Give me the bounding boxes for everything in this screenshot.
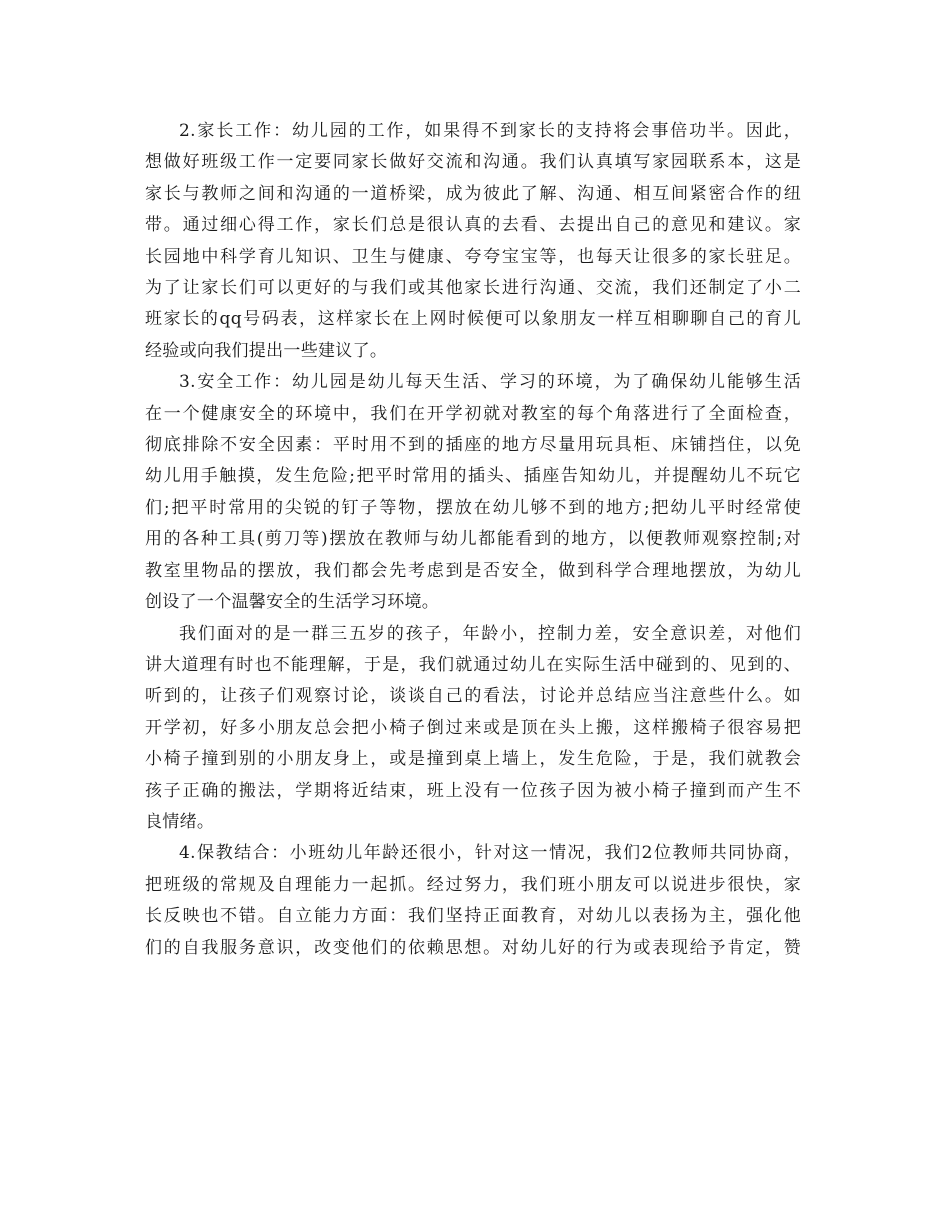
- text-line: 在一个健康安全的环境中，我们在开学初就对教室的每个角落进行了全面检查，: [145, 403, 801, 424]
- text-line: 带。通过细心得工作，家长们总是很认真的去看、去提出自己的意见和建议。家: [145, 215, 801, 236]
- paragraph-care-education: [145, 838, 801, 964]
- text-line: 孩子正确的搬法，学期将近结束，班上没有一位孩子因为被小椅子撞到而产生不: [145, 780, 801, 801]
- text-line: 用的各种工具(剪刀等)摆放在教师与幼儿都能看到的地方，以便教师观察控制;对: [145, 529, 801, 550]
- text-line: 良情绪。: [145, 811, 215, 832]
- text-line: 3.安全工作：幼儿园是幼儿每天生活、学习的环境，为了确保幼儿能够生活: [179, 372, 801, 393]
- document-body: [145, 116, 801, 964]
- paragraph-safety-work: [145, 367, 801, 618]
- text-line: 把班级的常规及自理能力一起抓。经过努力，我们班小朋友可以说进步很快，家: [145, 874, 801, 895]
- text-line: 2.家长工作：幼儿园的工作，如果得不到家长的支持将会事倍功半。因此，: [179, 121, 801, 141]
- text-line: 们;把平时常用的尖锐的钉子等物，摆放在幼儿够不到的地方;把幼儿平时经常使: [145, 497, 801, 518]
- text-line: 开学初，好多小朋友总会把小椅子倒过来或是顶在头上搬，这样搬椅子很容易把: [145, 717, 801, 738]
- text-line: 4.保教结合：小班幼儿年龄还很小，针对这一情况，我们2位教师共同协商，: [179, 843, 801, 864]
- paragraph-safety-children: [145, 619, 801, 839]
- text-line: 长园地中科学育儿知识、卫生与健康、夸夸宝宝等，也每天让很多的家长驻足。: [145, 246, 801, 267]
- text-line: 家长与教师之间和沟通的一道桥梁，成为彼此了解、沟通、相互间紧密合作的纽: [145, 183, 801, 204]
- text-line: 听到的，让孩子们观察讨论，谈谈自己的看法，讨论并总结应当注意些什么。如: [145, 686, 801, 707]
- text-line: 想做好班级工作一定要同家长做好交流和沟通。我们认真填写家园联系本，这是: [145, 152, 801, 173]
- text-line: 彻底排除不安全因素：平时用不到的插座的地方尽量用玩具柜、床铺挡住，以免: [145, 435, 801, 456]
- paragraph-parent-work: [145, 116, 801, 367]
- text-line: 创设了一个温馨安全的生活学习环境。: [145, 592, 440, 613]
- text-line: 经验或向我们提出一些建议了。: [145, 340, 388, 361]
- text-line: 为了让家长们可以更好的与我们或其他家长进行沟通、交流，我们还制定了小二: [145, 278, 801, 299]
- text-line: 们的自我服务意识，改变他们的依赖思想。对幼儿好的行为或表现给予肯定，赞: [145, 937, 801, 958]
- text-line: 幼儿用手触摸，发生危险;把平时常用的插头、插座告知幼儿，并提醒幼儿不玩它: [145, 466, 801, 487]
- text-line: 讲大道理有时也不能理解，于是，我们就通过幼儿在实际生活中碰到的、见到的、: [145, 654, 801, 675]
- text-line: 我们面对的是一群三五岁的孩子，年龄小，控制力差，安全意识差，对他们: [179, 623, 801, 644]
- text-line: 班家长的qq号码表，这样家长在上网时候便可以象朋友一样互相聊聊自己的育儿: [145, 309, 801, 330]
- text-line: 长反映也不错。自立能力方面：我们坚持正面教育，对幼儿以表扬为主，强化他: [145, 906, 801, 927]
- text-line: 教室里物品的摆放，我们都会先考虑到是否安全，做到科学合理地摆放，为幼儿: [145, 560, 801, 581]
- text-line: 小椅子撞到别的小朋友身上，或是撞到桌上墙上，发生危险，于是，我们就教会: [145, 749, 801, 770]
